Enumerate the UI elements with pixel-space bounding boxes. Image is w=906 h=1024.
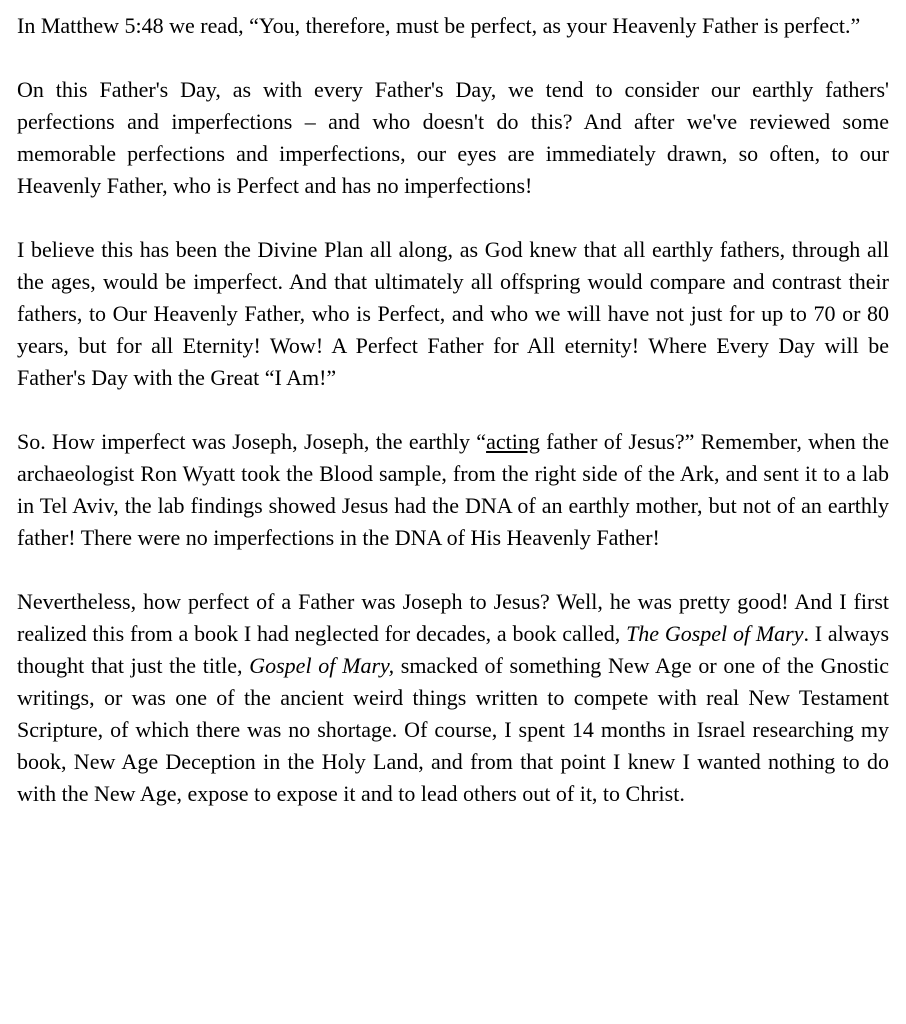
underlined-run: acting (486, 429, 540, 454)
italic-run: The Gospel of Mary (626, 621, 804, 646)
paragraph: I believe this has been the Divine Plan all along, as God knew that all earthly fathers, through all the ages, would be imperfect. And that ultimately all offspring would compare and contrast their fathers, to Our Heavenly Father, who is Perfect, and who we will have not just for up to 70 or 80 years, but for all Eternity! Wow! A Perfect Father for All eternity! Where Every Day will be Father's Day with the Great “I Am!” (17, 237, 889, 390)
paragraph: In Matthew 5:48 we read, “You, therefore, must be perfect, as your Heavenly Father is perfect.” (17, 13, 861, 38)
paragraph: Nevertheless, how perfect of a Father was Joseph to Jesus? Well, he was pretty good! And I first realized this from a book I had neglected for decades, a book called, The Gospel of Mary. I always thought that just the title, Gospel of Mary, smacked of something New Age or one of the Gnostic writings, or was one of the ancient weird things written to compete with real New Testament Scripture, of which there was no shortage. Of course, I spent 14 months in Israel researching my book, New Age Deception in the Holy Land, and from that point I knew I wanted nothing to do with the New Age, expose to expose it and to lead others out of it, to Christ. (17, 589, 890, 806)
paragraph: On this Father's Day, as with every Father's Day, we tend to consider our earthly fathers' perfections and imperfections – and who doesn't do this? And after we've reviewed some memorable perfections and imperfections, our eyes are immediately drawn, so often, to our Heavenly Father, who is Perfect and has no imperfections! (17, 77, 889, 198)
paragraph: So. How imperfect was Joseph, Joseph, the earthly “acting father of Jesus?” Remember, when the archaeologist Ron Wyatt took the Blood sample, from the right side of the Ark, and sent it to a lab in Tel Aviv, the lab findings showed Jesus had the DNA of an earthly mother, but not of an earthly father! There were no imperfections in the DNA of His Heavenly Father! (17, 429, 890, 550)
document-body (17, 10, 889, 810)
italic-run: Gospel of Mary, (249, 653, 395, 678)
